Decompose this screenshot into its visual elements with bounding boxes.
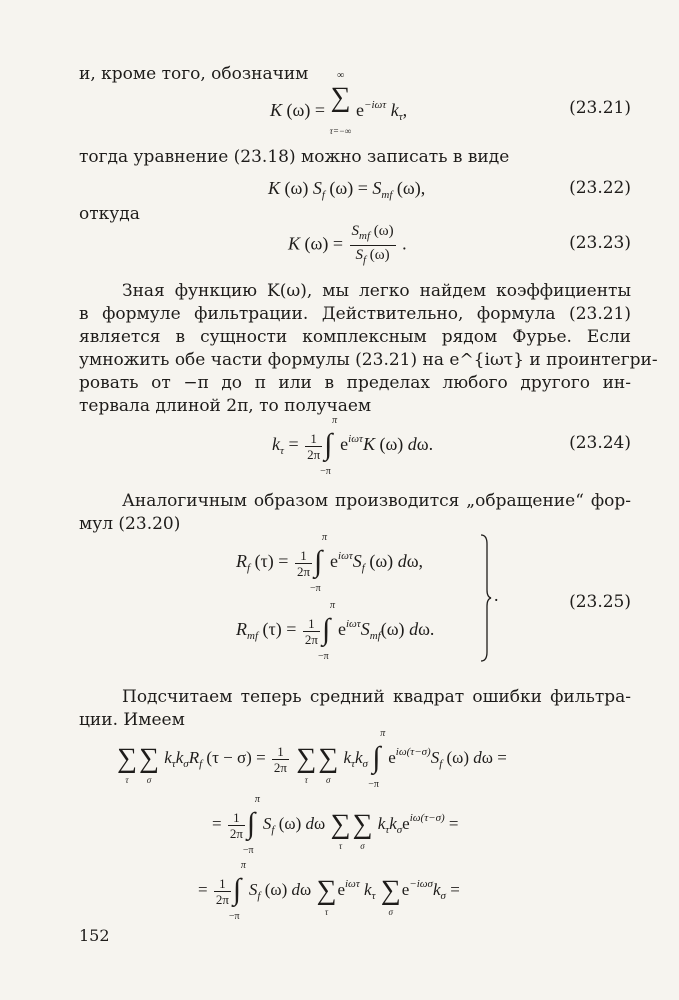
paragraph-line: умножить обе части формулы (23.21) на e^{iωτ} и проинтегри- [79,350,658,370]
equation-23-25b: $R_{mf}$ (τ) = $\frac{1}{2\pi}$ π ∫ −π $e^{i\omega\tau}S_{mf}(\omega)$ dω. [236,600,435,662]
paragraph-line: ции. Имеем [79,710,185,730]
paragraph-line: является в сущности комплексным рядом Фурье. Если [79,327,631,347]
equation-number: (23.21) [569,98,631,118]
equation-23-24: $k_\tau$ = $\frac{1}{2\pi}$ π ∫ −π $e^{i\omega\tau}K$ (ω) dω. [272,415,434,477]
paragraph-line: Подсчитаем теперь средний квадрат ошибки фильтра- [122,687,631,707]
text-line: откуда [79,204,140,224]
equation-23-22: K (ω) $S_f$ $(\omega) = S_{mf}$ (ω), [268,178,426,201]
paragraph-line: в формуле фильтрации. Действительно, формула (23.21) [79,304,631,324]
equation-23-23: K (ω) = $\frac{S_{mf} (\omega)}{S_f (\omega)}$ . [288,223,407,266]
equation-number: (23.22) [569,178,631,198]
equation-number: (23.23) [569,233,631,253]
paragraph-line: Зная функцию K(ω), мы легко найдем коэффициенты [122,281,631,301]
paragraph-line: Аналогичным образом производится „обращение“ фор- [122,491,631,511]
paragraph-line: ровать от −π до π или в пределах любого другого ин- [79,373,631,393]
equation-mse-1: ∑ τ ∑ σ $k_\tau k_\sigma R_f$ (τ − σ) = $\frac{1}{2\pi}$ ∑ τ ∑ σ $k_\tau k_\sigma$ π ∫ −π $e^{i\omega(\tau-\sigma)}S_f$ (ω) dω = [117,728,507,790]
equation-23-21: K (ω) = ∞ ∑ τ=−∞ $e^{-i\omega\tau}$ $k_\tau$, [270,70,408,136]
equation-number: (23.25) [569,592,631,612]
equation-number: (23.24) [569,433,631,453]
equation-mse-3: = $\frac{1}{2\pi}$ π ∫ −π $S_f$ (ω) dω ∑ τ $e^{i\omega\tau}$ $k_\tau$ ∑ σ $e^{-i\omega\sigma}k_\sigma$ = [198,860,460,922]
text-line: и, кроме того, обозначим [79,64,309,84]
equation-mse-2: = $\frac{1}{2\pi}$ π ∫ −π $S_f$ (ω) dω ∑ τ ∑ σ $k_\tau k_\sigma e^{i\omega(\tau-\sigma)}$ = [212,794,459,856]
equation-23-25a: $R_f$ (τ) = $\frac{1}{2\pi}$ π ∫ −π $e^{i\omega\tau}S_f$ (ω) dω, [236,532,424,594]
paragraph-line: тервала длиной 2π, то получаем [79,396,372,416]
paragraph-line: мул (23.20) [79,514,181,534]
text-line: тогда уравнение (23.18) можно записать в виде [79,147,510,167]
brace-dot: . [494,585,499,605]
page-number: 152 [79,926,110,945]
right-brace [480,534,492,662]
